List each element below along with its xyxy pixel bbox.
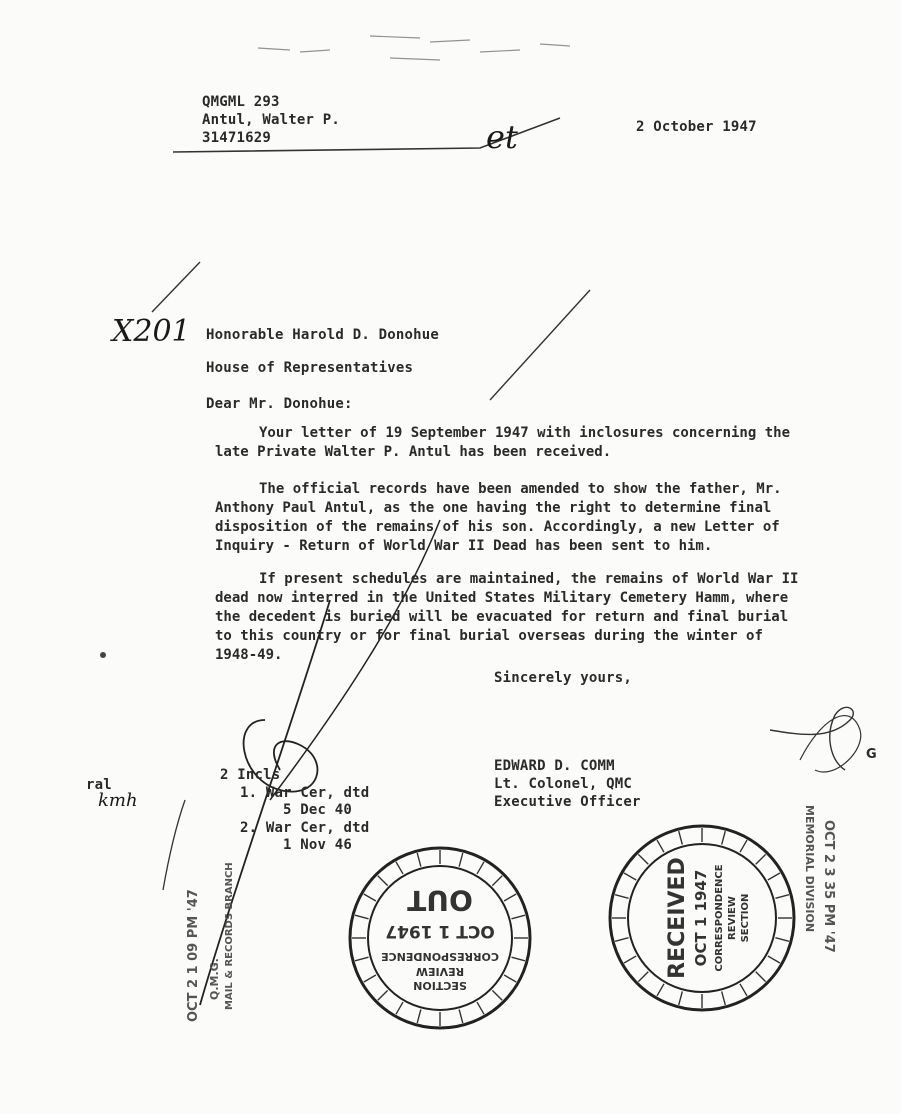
inclosure-2-label: 2. War Cer, dtd [240, 820, 370, 836]
stamp-ring-tick [756, 972, 766, 982]
serial-number: 31471629 [202, 130, 272, 146]
right-circle-stamp [610, 826, 794, 1010]
left-stamp-line-2: REVIEW [415, 965, 465, 978]
stamp-ring-tick [477, 1002, 484, 1014]
stamp-ring-tick [459, 1009, 463, 1023]
stamp-ring-tick [740, 840, 747, 852]
closing: Sincerely yours, [494, 670, 633, 686]
left-stamp-line-3: CORRESPONDENCE [381, 950, 499, 963]
paragraph-line: Anthony Paul Antul, as the one having the right to determine final [215, 500, 772, 516]
paragraph-line: Your letter of 19 September 1947 with inclosures concerning the [259, 425, 791, 441]
stamp-ring-tick [740, 984, 747, 996]
stamp-ring-tick [775, 938, 789, 942]
stamp-ring-tick [364, 894, 376, 901]
subject-name: Antul, Walter P. [202, 112, 341, 128]
paragraph-line: late Private Walter P. Antul has been received. [215, 444, 612, 460]
stamp-ring-tick [775, 895, 789, 899]
stamp-ring-tick [511, 915, 525, 919]
stamp-ring-tick [511, 957, 525, 961]
stamp-ring-tick [657, 840, 664, 852]
right-margin-code: G [866, 747, 877, 762]
right-vertical-date-stamp: OCT 2 3 35 PM '47 [821, 820, 836, 953]
right-stamp-line-2: OCT 1 1947 [692, 869, 710, 967]
stamp-ring-tick [364, 975, 376, 982]
stamp-ring-tick [378, 876, 388, 886]
handwritten-x201: X201 [112, 314, 191, 349]
salutation: Dear Mr. Donohue: [206, 396, 353, 412]
stamp-ring-tick [768, 956, 780, 963]
signer-name: EDWARD D. COMM [494, 758, 615, 774]
stamp-ring-tick [355, 957, 369, 961]
file-reference: QMGML 293 [202, 94, 280, 110]
stamp-ring-tick [624, 956, 636, 963]
stamp-ring-tick [768, 873, 780, 880]
paragraph-line: to this country or for final burial overseas during the winter of [215, 628, 763, 644]
stamp-ring-tick [492, 990, 502, 1000]
paragraph-line: disposition of the remains of his son. Accordingly, a new Letter of [215, 519, 780, 535]
stamp-ring-tick [679, 991, 683, 1005]
left-vertical-office: Q.M.G. [208, 958, 221, 1000]
stamp-ring-tick [624, 873, 636, 880]
addressee-name: Honorable Harold D. Donohue [206, 327, 439, 343]
stamp-ring-tick [657, 984, 664, 996]
paragraph-line: Inquiry - Return of World War II Dead has been sent to him. [215, 538, 713, 554]
right-stamp-line-5: SECTION [740, 893, 751, 943]
stamp-ring-tick [722, 991, 726, 1005]
stamp-ring-tick [477, 862, 484, 874]
left-stamp-line-4: OCT 1 1947 [385, 921, 495, 941]
stamp-ring-tick [417, 1009, 421, 1023]
right-vertical-division: MEMORIAL DIVISION [803, 805, 816, 933]
margin-ral: ral [86, 777, 112, 793]
stamp-ring-tick [722, 831, 726, 845]
right-stamp-line-1: RECEIVED [665, 857, 690, 979]
paragraph-line: the decedent is buried will be evacuated for return and final burial [215, 609, 789, 625]
stamp-ring-tick [504, 975, 516, 982]
stamp-ring-tick [615, 938, 629, 942]
left-stamp-line-1: SECTION [413, 979, 467, 992]
stamp-ring-tick [378, 990, 388, 1000]
stamp-ring-tick [396, 862, 403, 874]
stamp-ring-tick [459, 853, 463, 867]
stamp-ring-tick [756, 854, 766, 864]
stamp-ring-tick [504, 894, 516, 901]
inclosures-heading: 2 Incls [220, 767, 281, 783]
stamp-ring-tick [355, 915, 369, 919]
inclosure-2-date: 1 Nov 46 [283, 837, 353, 853]
inclosure-1-date: 5 Dec 40 [283, 802, 353, 818]
stamp-ring-tick [638, 972, 648, 982]
handwritten-et: et [486, 118, 518, 156]
handwritten-initials: kmh [98, 790, 138, 811]
paragraph-line: If present schedules are maintained, the remains of World War II [259, 571, 799, 587]
addressee-body: House of Representatives [206, 360, 414, 376]
left-vertical-date-stamp: OCT 2 1 09 PM '47 [186, 889, 201, 1022]
stamp-ring-tick [679, 831, 683, 845]
stamp-ring-tick [615, 895, 629, 899]
stamp-ring-tick [492, 876, 502, 886]
right-stamp-line-3: CORRESPONDENCE [714, 864, 725, 972]
letter-date: 2 October 1947 [636, 119, 757, 135]
paragraph-line: 1948-49. [215, 647, 283, 663]
stamp-ring-tick [638, 854, 648, 864]
paragraph-line: The official records have been amended to show the father, Mr. [259, 481, 782, 497]
left-vertical-branch: MAIL & RECORDS BRANCH [224, 862, 235, 1010]
signer-title: Executive Officer [494, 794, 641, 810]
left-circle-stamp [350, 848, 530, 1028]
right-stamp-line-4: REVIEW [727, 896, 738, 940]
stamp-ring-tick [396, 1002, 403, 1014]
left-stamp-line-5: OUT [407, 884, 473, 917]
signer-rank: Lt. Colonel, QMC [494, 776, 633, 792]
paragraph-line: dead now interred in the United States Military Cemetery Hamm, where [215, 590, 789, 606]
inclosure-1-label: 1. War Cer, dtd [240, 785, 370, 801]
stamp-ring-tick [417, 853, 421, 867]
